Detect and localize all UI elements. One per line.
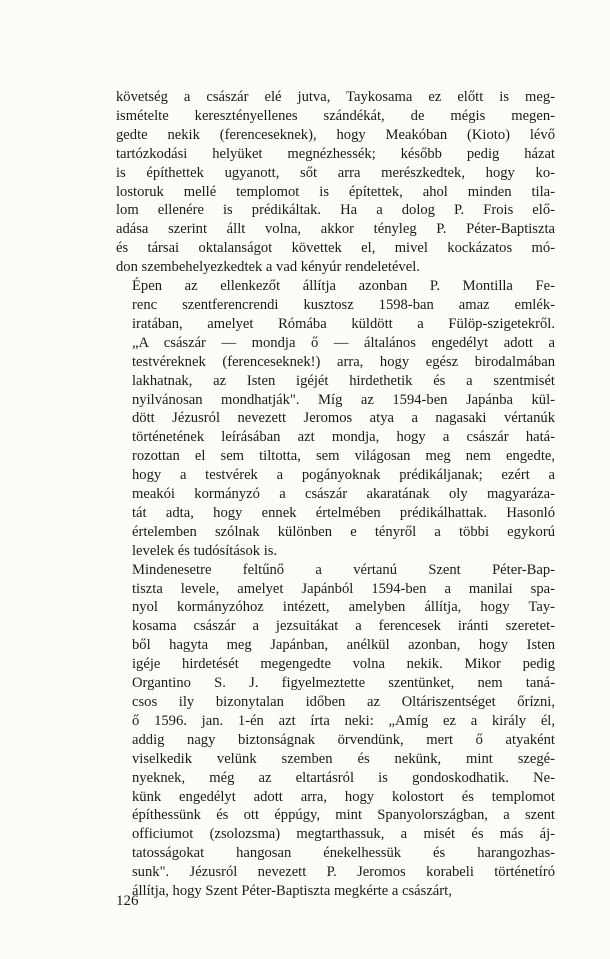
text-line: lakhatnak, az Isten igéjét hirdethetik és a szentmisét xyxy=(132,372,555,389)
text-line: ismételte keresztényellenes szándékát, de mégis megen- xyxy=(116,107,555,124)
text-line: sunk". Jézusról nevezett P. Jeromos korabeli történetíró xyxy=(132,864,555,881)
text-line: viselkedik velünk szemben és nekünk, mint szegé- xyxy=(132,750,555,767)
text-line: ből hagyta meg Japánban, anélkül azonban, hogy Isten xyxy=(132,637,555,654)
text-line: rozottan el sem tiltotta, sem világosan meg nem engedte, xyxy=(132,448,555,465)
text-line: kosama császár a jezsuitákat a ferencesek iránti szeretet- xyxy=(132,618,555,635)
text-line: tartózkodási helyüket megnézhessék; később pedig házat xyxy=(116,145,555,162)
text-line: tatosságokat hangosan énekelhessük és harangozhas- xyxy=(132,845,555,862)
paragraph xyxy=(116,277,555,561)
text-line: künk engedélyt adott arra, hogy kolostort és templomot xyxy=(132,788,555,805)
text-line: „A császár — mondja ő — általános engedélyt adott a xyxy=(132,334,555,351)
text-line: értelemben szólnak különben e tényről a többi egykorú xyxy=(132,523,555,540)
page-body xyxy=(116,88,555,901)
text-line: építhessünk és ott éppúgy, mint Spanyolországban, a szent xyxy=(132,807,555,824)
text-line: is építhettek ugyanott, sőt arra merészkedtek, hogy ko- xyxy=(116,164,555,181)
text-line: ő 1596. jan. 1-én azt írta neki: „Amíg ez a király él, xyxy=(132,712,555,729)
text-line: Mindenesetre feltűnő a vértanú Szent Péter-Bap- xyxy=(132,561,555,578)
text-line: igéje hirdetését megengedte volna nekik. Mikor pedig xyxy=(132,656,555,673)
text-line: lostoruk mellé templomot is építettek, ahol minden tila- xyxy=(116,183,555,200)
text-line: tiszta levele, amelyet Japánból 1594-ben a manilai spa- xyxy=(132,580,555,597)
text-line: adása szerint állt volna, akkor tényleg P. Péter-Baptiszta xyxy=(116,221,555,238)
text-line: nyilvánosan mondhatják". Míg az 1594-ben Japánba kül- xyxy=(132,391,555,408)
text-line: meakói kormányzó a császár akaratának oly magyaráza- xyxy=(132,486,555,503)
text-line: renc szentferencrendi kusztosz 1598-ban amaz emlék- xyxy=(132,296,555,313)
paragraph xyxy=(116,561,555,901)
text-line: állítja, hogy Szent Péter-Baptiszta megkérte a császárt, xyxy=(132,883,452,900)
page-number: 126 xyxy=(116,893,139,909)
text-line: testvéreknek (ferenceseknek!) arra, hogy egész birodalmában xyxy=(132,353,555,370)
text-line: csos ily bizonytalan időben az Oltáriszentséget őrízni, xyxy=(132,694,555,710)
text-line: dött Jézusról nevezett Jeromos atya a nagasaki vértanúk xyxy=(132,410,555,427)
text-line: tát adta, hogy ennek értelmében prédikálhattak. Hasonló xyxy=(132,504,555,521)
text-line: Organtino S. J. figyelmeztette szentünket, nem taná- xyxy=(132,675,555,692)
text-line: hogy a testvérek a pogányoknak prédikáljanak; ezért a xyxy=(132,467,555,484)
text-line: lom ellenére is prédikáltak. Ha a dolog P. Frois elő- xyxy=(116,202,555,219)
text-line: követség a császár elé jutva, Taykosama ez előtt is meg- xyxy=(116,89,555,105)
text-line: levelek és tudósítások is. xyxy=(132,542,278,559)
text-line: officiumot (zsolozsma) megtarthassuk, a misét és más áj- xyxy=(132,826,555,843)
text-line: és társai oktalanságot követtek el, mivel kockázatos mó- xyxy=(116,240,555,257)
text-line: addig nagy biztonságnak örvendünk, mert ő atyaként xyxy=(132,731,555,748)
text-line: don szembehelyezkedtek a vad kényúr rendeletével. xyxy=(116,259,420,276)
text-line: történetének leírásában azt mondja, hogy a császár hatá- xyxy=(132,429,555,446)
text-line: iratában, amelyet Rómába küldött a Fülöp-szigetekről. xyxy=(132,315,555,332)
text-line: nyol kormányzóhoz intézett, amelyben állítja, hogy Tay- xyxy=(132,599,555,616)
text-line: gedte nekik (ferenceseknek), hogy Meakóban (Kioto) lévő xyxy=(116,126,555,143)
paragraph xyxy=(116,88,555,277)
text-line: Épen az ellenkezőt állítja azonban P. Montilla Fe- xyxy=(132,278,555,295)
text-line: nyeknek, még az eltartásról is gondoskodhatik. Ne- xyxy=(132,769,555,786)
